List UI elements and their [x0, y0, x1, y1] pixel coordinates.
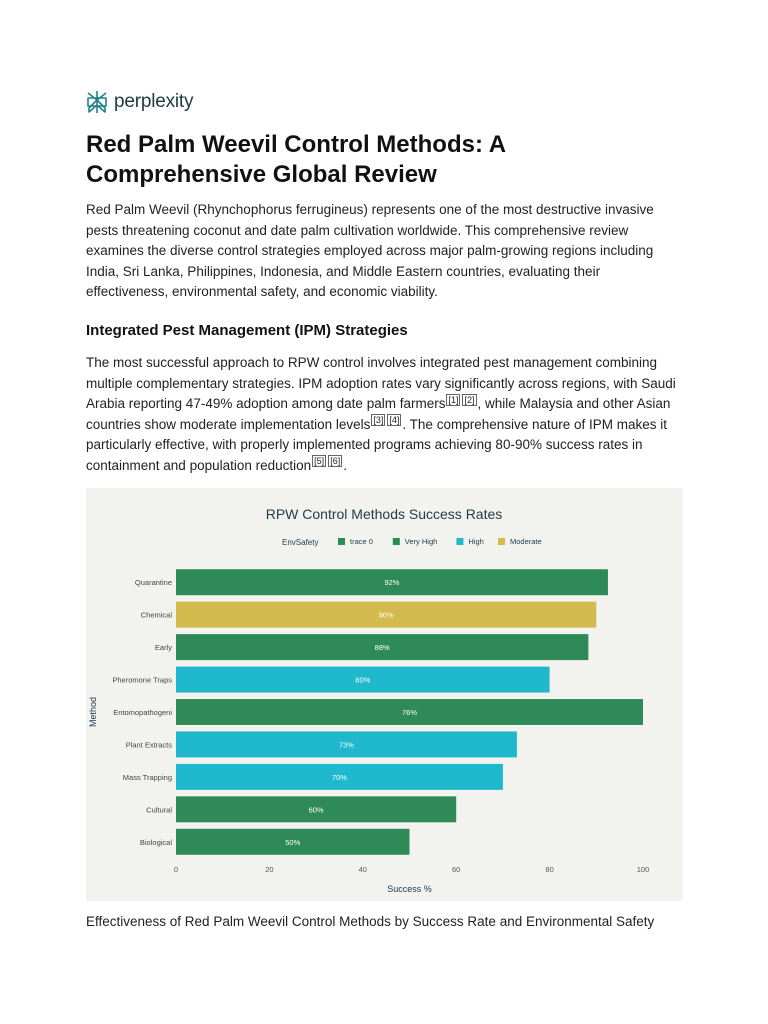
citation-2[interactable]: [2] [464, 394, 475, 405]
y-tick-label: Pheromone Traps [112, 675, 172, 685]
citation-6[interactable]: [6] [330, 456, 341, 466]
bar-label: 73% [338, 740, 354, 750]
y-tick-label: Entomopathogeni [113, 708, 172, 717]
intro-paragraph: Red Palm Weevil (Rhynchophorus ferrugineus) represents one of the most destructive invasive pests threatening coconut and date palm cultivation worldwide. This comprehensive review examines the diverse control strategies employed across major palm-growing regions including India, Sri Lanka, Philippines, Indonesia, and Middle Eastern countries, evaluating their effectiveness, environmental safety, and economic viability. [86, 202, 654, 299]
success-rate-chart [86, 488, 683, 901]
y-tick-label: Biological [139, 837, 172, 847]
section-heading: Integrated Pest Management (IPM) Strategies [86, 322, 408, 339]
x-tick-label: 100 [636, 865, 650, 874]
ipm-text-1: The most successful approach to RPW control involves integrated pest management combining multiple complementary strategies. IPM adoption rates vary significantly across regions, with Saudi Arabia reporting 47-49% adoption among date palm farmers [86, 355, 676, 411]
legend-title: EnvSafety [282, 538, 319, 547]
x-axis-label: Success % [387, 884, 432, 894]
perplexity-logo-icon [86, 90, 108, 114]
y-tick-label: Cultural [146, 805, 172, 815]
ipm-text-2: , while Malaysia and other Asian countries show moderate implementation levels [86, 396, 671, 432]
legend-swatch[interactable] [498, 538, 505, 545]
bar-label: 92% [384, 578, 400, 588]
bar-label: 80% [355, 675, 371, 685]
ipm-text-3: . The comprehensive nature of IPM makes it particularly effective, with properly implemented programs achieving 80-90% success rates in containment and population reduction [86, 416, 668, 473]
chart-title: RPW Control Methods Success Rates [265, 506, 503, 522]
citation-3[interactable]: [3] [373, 415, 384, 425]
y-tick-label: Plant Extracts [125, 740, 172, 750]
x-tick-label: 20 [265, 865, 274, 874]
ipm-paragraph [86, 353, 686, 476]
y-tick-label: Quarantine [134, 578, 172, 588]
legend-label[interactable]: trace 0 [350, 537, 373, 546]
x-tick-label: 80 [545, 865, 554, 874]
y-axis-label: Method [88, 696, 98, 728]
bar-label: 60% [308, 805, 324, 815]
bar-label: 90% [378, 610, 394, 620]
citation-4[interactable]: [4] [389, 415, 400, 425]
citation-1[interactable]: [1] [448, 394, 459, 405]
legend-label[interactable]: High [468, 537, 484, 546]
page-title: Red Palm Weevil Control Methods: A Comprehensive Global Review [86, 131, 506, 188]
legend-swatch[interactable] [456, 538, 463, 545]
figure-caption: Effectiveness of Red Palm Weevil Control Methods by Success Rate and Environmental Safety [86, 914, 655, 929]
legend-swatch[interactable] [393, 538, 400, 545]
bar-label: 50% [285, 837, 301, 847]
x-tick-label: 0 [173, 865, 179, 874]
legend-label[interactable]: Moderate [510, 537, 542, 546]
brand-name: perplexity [114, 91, 194, 112]
legend-swatch[interactable] [338, 538, 345, 545]
y-tick-label: Early [154, 643, 172, 653]
x-tick-label: 60 [452, 865, 461, 874]
y-tick-label: Mass Trapping [122, 772, 172, 782]
bar-label: 88% [374, 643, 390, 653]
bar-label: 70% [331, 772, 347, 782]
y-tick-label: Chemical [140, 610, 172, 620]
legend-label[interactable]: Very High [404, 537, 438, 546]
citation-5[interactable]: [5] [314, 456, 325, 466]
chart-svg [86, 488, 683, 901]
brand-logo[interactable] [86, 90, 193, 114]
ipm-text-4: . [343, 457, 347, 473]
bar-label: 76% [401, 708, 418, 717]
x-tick-label: 40 [358, 865, 367, 874]
